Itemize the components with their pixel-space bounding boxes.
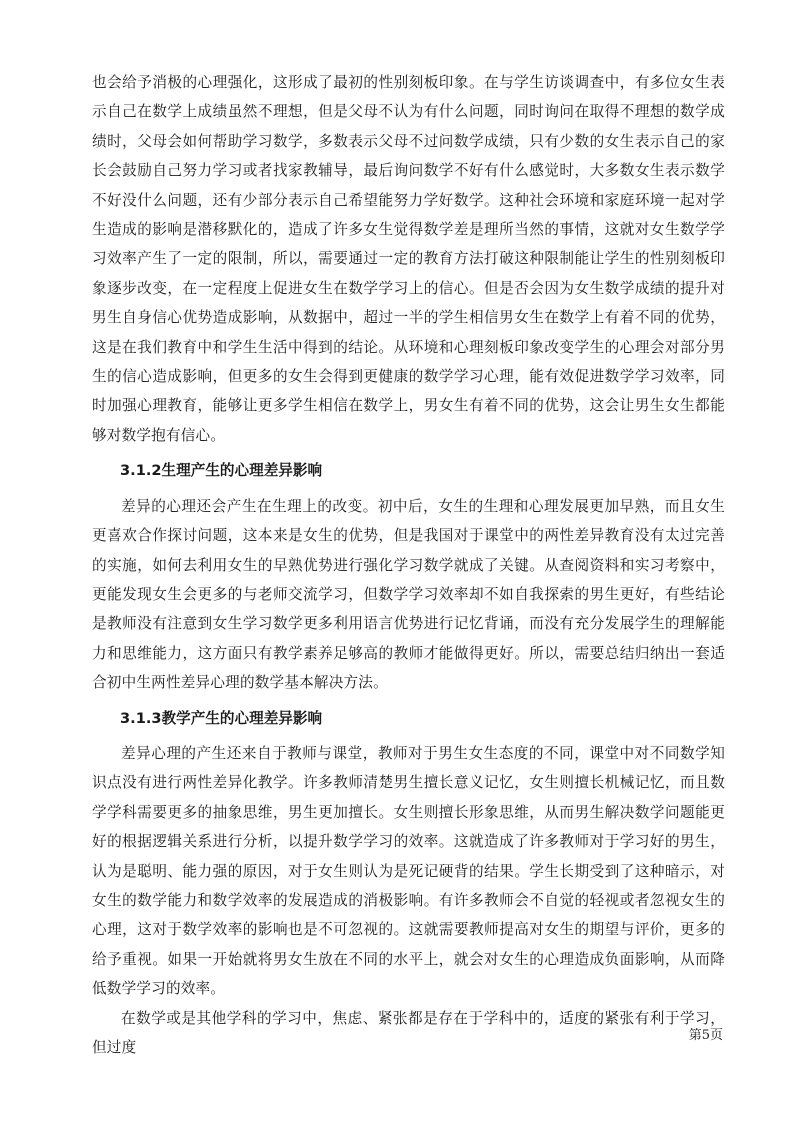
section-heading-3-1-3: 3.1.3教学产生的心理差异影响 — [120, 709, 323, 727]
page-number: 第5页 — [688, 1028, 723, 1043]
paragraph-2: 差异的心理还会产生在生理上的改变。初中后，女生的生理和心理发展更加早熟，而且女生更喜欢合作探讨问题，这本来是女生的优势，但是我国对于课堂中的两性差异教育没有太过完善的实施，如何去利用女生的早熟优势进行强化学习数学就成了关键。从查阅资料和实习考察中，更能发现女生会更多的与老师交流学习，但数学学习效率却不如自我探索的男生更好，有些结论是教师没有注意到女生学习数学更多利用语言优势进行记忆背诵，而没有充分发展学生的理解能力和思维能力，这方面只有教学素养足够高的教师才能做得更好。所以，需要总结归纳出一套适合初中生两性差异心理的数学基本解决方法。 — [92, 497, 725, 692]
paragraph-1: 也会给予消极的心理强化，这形成了最初的性别刻板印象。在与学生访谈调查中，有多位女生表示自己在数学上成绩虽然不理想，但是父母不认为有什么问题，同时询问在取得不理想的数学成绩时，父母会如何帮助学习数学，多数表示父母不过问数学成绩，只有少数的女生表示自己的家长会鼓励自己努力学习或者找家教辅导，最后询问数学不好有什么感觉时，大多数女生表示数学不好没什么问题，还有少部分表示自己希望能努力学好数学。这种社会环境和家庭环境一起对学生造成的影响是潜移默化的，造成了许多女生觉得数学差是理所当然的事情，这就对女生数学学习效率产生了一定的限制，所以，需要通过一定的教育方法打破这种限制能让学生的性别刻板印象逐步改变，在一定程度上促进女生在数学学习上的信心。但是否会因为女生数学成绩的提升对男生自身信心优势造成影响，从数据中，超过一半的学生相信男女生在数学上有着不同的优势，这是在我们教育中和学生生活中得到的结论。从环境和心理刻板印象改变学生的心理会对部分男生的信心造成影响，但更多的女生会得到更健康的数学学习心理，能有效促进数学学习效率，同时加强心理教育，能够让更多学生相信在数学上，男女生有着不同的优势，这会让男生女生都能够对数学抱有信心。 — [92, 74, 725, 444]
paragraph-4: 在数学或是其他学科的学习中，焦虑、紧张都是存在于学科中的，适度的紧张有利于学习，但过度 — [92, 1009, 725, 1056]
document-page — [92, 68, 725, 1062]
section-heading-3-1-2: 3.1.2生理产生的心理差异影响 — [120, 462, 323, 480]
paragraph-3: 差异心理的产生还来自于教师与课堂，教师对于男生女生态度的不同，课堂中对不同数学知识点没有进行两性差异化教学。许多教师清楚男生擅长意义记忆，女生则擅长机械记忆，而且数学学科需要更多的抽象思维，男生更加擅长。女生则擅长形象思维，从而男生解决数学问题能更好的根据逻辑关系进行分析，以提升数学学习的效率。这就造成了许多教师对于学习好的男生，认为是聪明、能力强的原因，对于女生则认为是死记硬背的结果。学生长期受到了这种暗示，对女生的数学能力和数学效率的发展造成的消极影响。有许多教师会不自觉的轻视或者忽视女生的心理，这对于数学效率的影响也是不可忽视的。这就需要教师提高对女生的期望与评价，更多的给予重视。如果一开始就将男女生放在不同的水平上，就会对女生的心理造成负面影响，从而降低数学学习的效率。 — [92, 744, 725, 998]
